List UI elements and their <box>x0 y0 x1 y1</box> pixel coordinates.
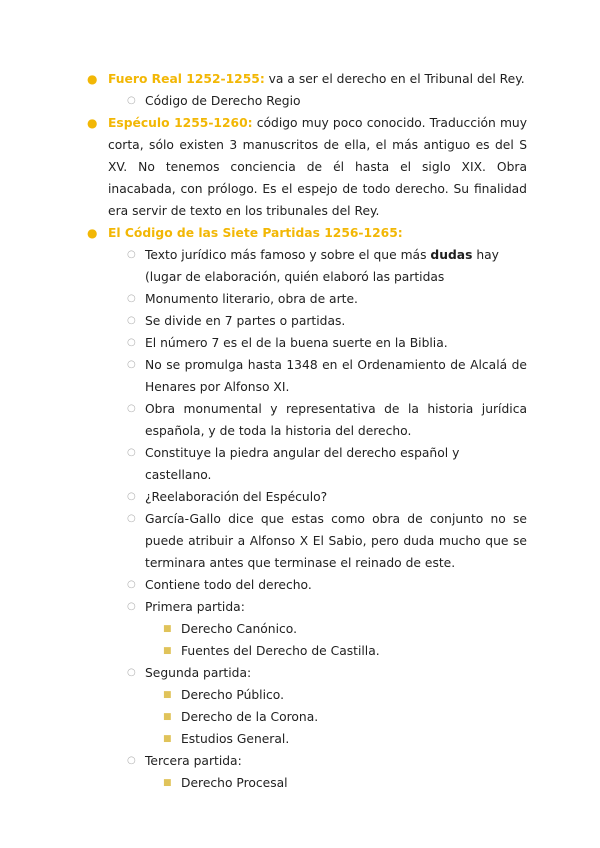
hollow-bullet-icon: ○ <box>127 667 136 678</box>
list-item <box>0 442 600 486</box>
list-item <box>0 332 600 354</box>
square-bullet-icon: ■ <box>163 712 172 722</box>
list-item <box>0 90 600 112</box>
item-text: Segunda partida: <box>145 666 252 680</box>
list-item <box>0 222 600 244</box>
list-item <box>0 772 600 794</box>
item-title: El Código de las Siete Partidas 1256-1265: <box>108 226 403 240</box>
hollow-bullet-icon: ○ <box>127 337 136 348</box>
hollow-bullet-icon: ○ <box>127 293 136 304</box>
item-text: Derecho Canónico. <box>181 622 297 636</box>
list-item <box>0 288 600 310</box>
item-text: Obra monumental y representativa de la historia jurídica española, y de toda la historia del derecho. <box>145 402 527 438</box>
item-text: hay (lugar de elaboración, quién elaboró las partidas <box>145 248 499 284</box>
hollow-bullet-icon: ○ <box>127 315 136 326</box>
list-item <box>0 508 600 574</box>
list-item <box>0 310 600 332</box>
hollow-bullet-icon: ○ <box>127 249 136 260</box>
bullet-icon: ● <box>87 116 98 130</box>
item-text: No se promulga hasta 1348 en el Ordenamiento de Alcalá de Henares por Alfonso XI. <box>145 358 527 394</box>
item-text: Se divide en 7 partes o partidas. <box>145 314 346 328</box>
list-item <box>0 354 600 398</box>
list-item <box>0 486 600 508</box>
hollow-bullet-icon: ○ <box>127 513 136 524</box>
hollow-bullet-icon: ○ <box>127 755 136 766</box>
item-text: Derecho Procesal <box>181 776 288 790</box>
item-text: va a ser el derecho en el Tribunal del Rey. <box>264 72 525 86</box>
list-item <box>0 596 600 618</box>
hollow-bullet-icon: ○ <box>127 403 136 414</box>
square-bullet-icon: ■ <box>163 624 172 634</box>
item-text: Derecho de la Corona. <box>181 710 319 724</box>
item-text: Estudios General. <box>181 732 290 746</box>
item-text: Constituye la piedra angular del derecho español y castellano. <box>145 446 460 482</box>
square-bullet-icon: ■ <box>163 778 172 788</box>
list-item <box>0 750 600 772</box>
list-item <box>0 684 600 706</box>
item-text: Contiene todo del derecho. <box>145 578 312 592</box>
item-text: Monumento literario, obra de arte. <box>145 292 358 306</box>
hollow-bullet-icon: ○ <box>127 601 136 612</box>
hollow-bullet-icon: ○ <box>127 95 136 106</box>
list-item <box>0 398 600 442</box>
list-item <box>0 112 600 222</box>
item-text: Fuentes del Derecho de Castilla. <box>181 644 380 658</box>
square-bullet-icon: ■ <box>163 646 172 656</box>
list-item <box>0 68 600 90</box>
hollow-bullet-icon: ○ <box>127 447 136 458</box>
hollow-bullet-icon: ○ <box>127 359 136 370</box>
list-item <box>0 574 600 596</box>
item-text: Texto jurídico más famoso y sobre el que más <box>145 248 431 262</box>
list-item <box>0 618 600 640</box>
item-title: Fuero Real 1252-1255: <box>108 72 265 86</box>
bullet-icon: ● <box>87 72 98 86</box>
list-item <box>0 244 600 288</box>
item-text: código muy poco conocido. Traducción muy corta, sólo existen 3 manuscritos de ella, el más antiguo es del S XV. No tenemos conciencia de él hasta el siglo XIX. Obra inacabada, con prólogo. Es el espejo de todo derecho. Su finalidad era servir de texto en los tribunales del Rey. <box>108 116 528 218</box>
list-item <box>0 640 600 662</box>
square-bullet-icon: ■ <box>163 734 172 744</box>
hollow-bullet-icon: ○ <box>127 491 136 502</box>
item-title: Espéculo 1255-1260: <box>108 116 253 130</box>
list-item <box>0 662 600 684</box>
item-bold-text: dudas <box>430 248 473 262</box>
item-text: El número 7 es el de la buena suerte en la Biblia. <box>145 336 448 350</box>
item-text: García-Gallo dice que estas como obra de conjunto no se puede atribuir a Alfonso X El Sabio, pero duda mucho que se terminara antes que terminase el reinado de este. <box>145 512 527 570</box>
bullet-icon: ● <box>87 226 98 240</box>
item-text: Tercera partida: <box>145 754 242 768</box>
list-item <box>0 728 600 750</box>
hollow-bullet-icon: ○ <box>127 579 136 590</box>
item-text: Primera partida: <box>145 600 245 614</box>
list-item <box>0 706 600 728</box>
square-bullet-icon: ■ <box>163 690 172 700</box>
item-text: ¿Reelaboración del Espéculo? <box>145 490 328 504</box>
item-text: Código de Derecho Regio <box>145 94 301 108</box>
item-text: Derecho Público. <box>181 688 284 702</box>
